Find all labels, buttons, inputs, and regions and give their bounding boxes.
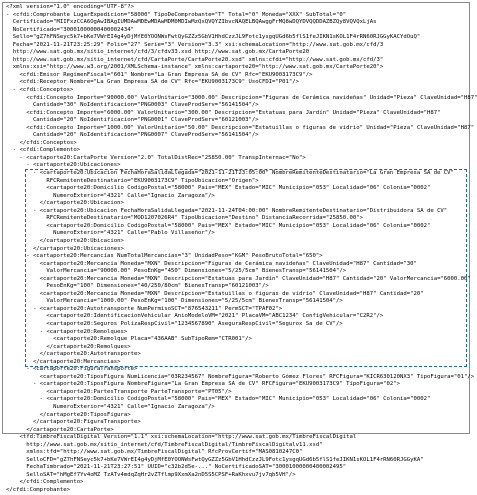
xml-document-viewer [2, 2, 477, 493]
xml-line: - <cartaporte20:CartaPorte Version="2.0" TotalDistRec="25850.00" TranspInternac="No"> [6, 154, 306, 161]
xml-line: - <cfdi:Comprobante LugarExpedicion="58000" TipoDeComprobante="T" Total="0" Moneda="XXX" SubTotal="0" [6, 11, 347, 18]
xml-line: <cfdi:Receptor Nombre="La Gran Empresa SA de CV" Rfc="EKU9003173C9" UsoCFDI="P01"/> [6, 79, 299, 86]
xml-line: ValorMercancia="1000.00" PesoEnKg="100" Dimensiones="5/25/5cm" BienesTransp="56141504"/> [6, 298, 343, 305]
xml-line: RFCRemitenteDestinatario="EKU9003173C9" TipoUbicacion="Origen"> [6, 177, 259, 184]
xml-line: <cartaporte20:Domicilio CodigoPostal="58000" Pais="MEX" Estado="MIC" Municipio="053" Localidad="06" Colonia="0002" [6, 185, 431, 192]
xml-line: - <cartaporte20:Ubicacion FechaHoraSalidaLlegada="2021-11-21T23:05:00" NombreRemitenteDestinatario="La Gran Empresa SA de CV" [6, 170, 454, 177]
xml-line: <cartaporte20:Mercancia Moneda="MXN" Descripcion="Figuras de Cerámica navideñas" ClaveUnidad="H87" Cantidad="30" [6, 260, 417, 267]
xml-line: SelloSAT="hMgEf7Yv4oMZ TzATv4mdqZqHr2vZTflmp9XxmXa2nD5S5CPSF+RaKhxvu7jv7qb5VH"/> [6, 471, 296, 478]
xml-line: <cartaporte20:PartesTransporte ParteTransporte="PT05"/> [6, 388, 232, 395]
xml-line: </cartaporte20:Ubicaciones> [6, 245, 124, 252]
xml-line: - <cartaporte20:Mercancias NumTotalMercancias="3" UnidadPeso="KGM" PesoBrutoTotal="650"> [6, 253, 323, 260]
xml-line: - <cartaporte20:Ubicacion FechaHoraSalidaLlegada="2021-11-24T04:00:00" NombreRemitenteDestinatario="Distribuidora SA de CV" [6, 207, 448, 214]
xml-line: FechaTimbrado="2021-11-21T23:27:51" UUID="c32b2d5e-..." NoCertificadoSAT="30001000000400002495" [6, 464, 347, 471]
xml-line: NumeroExterior="4321" Calle="Ignacio Zaragoza"/> [6, 192, 215, 199]
xml-line: <cartaporte20:Domicilio CodigoPostal="58000" Pais="MEX" Estado="MIC" Municipio="053" Localidad="06" Colonia="0002" [6, 222, 431, 229]
xml-line: <cfdi:Emisor RegimenFiscal="601" Nombre="La Gran Empresa SA de CV" Rfc="EKU9003173C9"/> [6, 71, 313, 78]
xml-line: <cartaporte20:Mercancia Moneda="MXN" Descripcion="Estatuillas o figuras de vidrio" ClaveUnidad="H87" Cantidad="20" [6, 290, 424, 297]
xml-line: - <cfdi:Complemento> [6, 147, 81, 154]
xml-line: http://www.sat.gob.mx/sitio_internet/cfd/3/cfdv33.xsd http://www.sat.gob.mx/CartaPorte20 [6, 49, 310, 56]
xml-code-block [6, 4, 477, 495]
xml-line: - <cartaporte20:TiposFigura NombreFigura="La Gran Empresa SA de CV" RFCFigura="EKU9003173C9" TipoFigura="02"> [6, 381, 401, 388]
xml-line: NumeroExterior="4321" Calle="Ignacio Zaragoza"/> [6, 403, 215, 410]
xml-line: http://www.sat.gob.mx/sitio_internet/cfd/CartaPorte/CartaPorte20.xsd" xmlns:cfdi="http://www.sat.gob.mx/cfd/3" [6, 56, 384, 63]
xml-line: <?xml version="1.0" encoding="UTF-8"?> [6, 4, 134, 10]
xml-line: NoCertificado="30001000000400002434" [6, 26, 134, 33]
xml-line: xmlns:tfd="http://www.sat.gob.mx/TimbreFiscalDigital" RfcProvCertif="MAS0810247C0" [6, 449, 303, 456]
xml-line: - <cartaporte20:Autotransporte NumPermisoSCT="876543211" PermSCT="TPAF02"> [6, 305, 283, 312]
xml-line: <cfdi:Concepto Importe="90000.00" ValorUnitario="3000.00" Descripcion="Figuras de Cerámica navideñas" Unidad="Pieza" ClaveUnidad="H87" [6, 94, 477, 101]
xml-line: - <cfdi:Conceptos> [6, 87, 74, 94]
xml-line: </cartaporte20:CartaPorte> [6, 426, 114, 433]
xml-line: </cfdi:Conceptos> [6, 139, 77, 146]
xml-line: <cartaporte20:Seguros PolizaRespCivil="1234567890" AseguraRespCivil="Segurox Sa de CV"/> [6, 320, 343, 327]
xml-line: - <cartaporte20:Domicilio CodigoPostal="58000" Pais="MEX" Estado="MIC" Municipio="053" Localidad="06" Colonia="0002" [6, 396, 431, 403]
xml-line: </cfdi:Comprobante> [6, 487, 70, 493]
xml-line: - <cartaporte20:Remolques> [6, 328, 128, 335]
xml-line: <cartaporte20:Mercancia Moneda="MXN" Descripcion="Estatuas para Jardín" ClaveUnidad="H87" Cantidad="20" ValorMercancia="6000.00" [6, 275, 471, 282]
xml-line: Cantidad="20" NoIdentificacion="PNG0007" ClaveProdServ="56141504"/> [6, 132, 259, 139]
xml-line: </cartaporte20:Ubicacion> [6, 237, 124, 244]
xml-line: <cartaporte20:Remolque Placa="436AAB" SubTipoRem="CTR001"/> [6, 336, 252, 343]
xml-line: Certificado="MIIFxzCCA6OgAwIBAgIUMDAwMDEwMDAwMDM0MDIwMzQxQVQYZIbvcNAQELBQAwggFrMQ8wDQYDVQQDDAZBZQy8VQVQxLjAs [6, 19, 377, 26]
xml-line: </cfdi:Complemento> [6, 479, 84, 486]
xml-line: - <cartaporte20:Ubicaciones> [6, 162, 121, 169]
xml-line: </cartaporte20:Autotransporte> [6, 351, 141, 358]
xml-line: Cantidad="30" NoIdentificacion="PNG0003" ClaveProdServ="56141504"/> [6, 102, 259, 109]
xml-line: ValorMercancia="90000.00" PesoEnKg="450" Dimensiones="5/25/5cm" BienesTransp="56141504"/> [6, 268, 347, 275]
xml-line: Cantidad="20" NoIdentificacion="PNG0001" ClaveProdServ="60121003"/> [6, 117, 259, 124]
xml-line: SelloCFD="gZ7hFNSeyc5k7+bKe7VWrEI4g4yDjMfE0YOONWsFwtQyGZZz5GbV1HhdCzzJL9Fotc1ysgqUGd6b5flS1feJIKN1sKOL1F4rRN60RJGGyKA" [6, 456, 424, 463]
xml-line: http://www.sat.gob.mx/sitio_internet/cfd/TimbreFiscalDigital/TimbreFiscalDigitalv11.xsd" [6, 441, 323, 448]
xml-line: <cfdi:Concepto Importe="1000.00" ValorUnitario="50.00" Descripcion="Estatuillas o figuras de vidrio" Unidad="Pieza" ClaveUnidad="H87" [6, 124, 475, 131]
xml-line: RFCRemitenteDestinatario="MOD1207026R4" TipoUbicacion="Destino" DistanciaRecorrida="25850.00"> [6, 215, 363, 222]
xml-line: Fecha="2021-11-21T23:25:29" Folio="27" Serie="3" Version="3.3" xsi:schemaLocation="http://www.sat.gob.mx/cfd/3 [6, 41, 384, 48]
xml-line: NumeroExterior="4321" Calle="Pablo Villaseñor"/> [6, 230, 215, 237]
xml-line: </cartaporte20:Ubicacion> [6, 200, 124, 207]
xml-line: - <cartaporte20:FiguraTransporte> [6, 366, 138, 373]
xml-line: <cartaporte20:TiposFigura NumLicencia="03R234567" NombreFigura="Roberto Gómez Flores" RFCFigura="KICR630120NX3" TipoFigura="01"/> [6, 373, 475, 380]
xml-line: <cfdi:Concepto Importe="6000.00" ValorUnitario="300.00" Descripcion="Estatuas para Jardín" Unidad="Pieza" ClaveUnidad="H87" [6, 109, 441, 116]
xml-line: </cartaporte20:Remolques> [6, 343, 131, 350]
xml-line: xmlns:xsi="http://www.w3.org/2001/XMLSchema-instance" xmlns:cartaporte20="http://www.sat.gob.mx/CartaPorte20"> [6, 64, 384, 71]
xml-line: </cartaporte20:FiguraTransporte> [6, 419, 141, 426]
xml-line: <cartaporte20:IdentificacionVehicular AnioModeloVM="2021" PlacaVM="ABC1234" ConfigVehicular="C2R2"/> [6, 313, 384, 320]
xml-line: PesoEnKg="100" Dimensiones="40/250/80cm" BienesTransp="60121003"/> [6, 283, 269, 290]
xml-line: </cartaporte20:TiposFigura> [6, 411, 131, 418]
xml-line: Sello="gZ7hFNSeyc5k7+bKe7VWrEI4g4yDjMfE0YOONWsFwtQyGZZz5GbV1HhdCzzJL9Fotc1ysgqUGd6b5flS1feJIKN1sKOL1F4rRN60RJGGyKACYdOuQ" [6, 34, 421, 41]
xml-line: <tfd:TimbreFiscalDigital Version="1.1" xsi:schemaLocation="http://www.sat.gob.mx/TimbreFiscalDigital [6, 434, 357, 441]
xml-line: </cartaporte20:Mercancias> [6, 358, 121, 365]
